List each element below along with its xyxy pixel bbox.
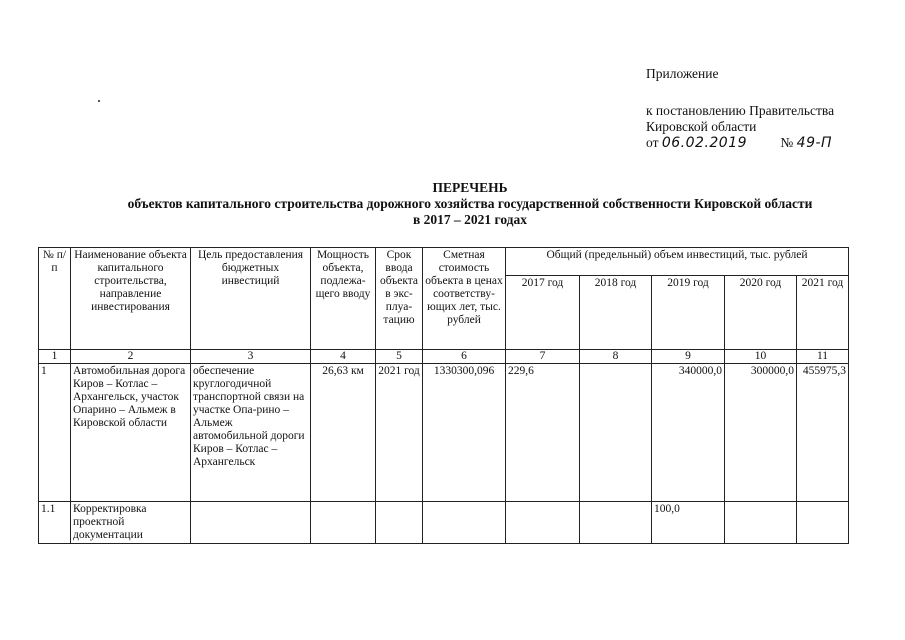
- row-2019: 100,0: [652, 502, 725, 544]
- column-number: 3: [191, 350, 311, 364]
- row-2021: [797, 502, 849, 544]
- appendix-date-line: [646, 135, 834, 151]
- row-num: 1.1: [39, 502, 71, 544]
- row-capacity: [311, 502, 376, 544]
- column-number: 10: [725, 350, 797, 364]
- row-cost: [423, 502, 506, 544]
- row-name: Автомобильная дорога Киров – Котлас – Архангельск, участок Опарино – Альмеж в Кировской области: [71, 364, 191, 502]
- appendix-block: [646, 66, 834, 151]
- column-number: 5: [376, 350, 423, 364]
- header-capacity: Мощность объекта, подлежа-щего вводу: [311, 248, 376, 350]
- header-total-investment: Общий (предельный) объем инвестиций, тыс. рублей: [506, 248, 849, 276]
- appendix-label: Приложение: [646, 66, 719, 81]
- header-term: Срок ввода объекта в экс-плуа-тацию: [376, 248, 423, 350]
- row-2020: [725, 502, 797, 544]
- appendix-region-line: Кировской области: [646, 119, 757, 134]
- header-year-2021: 2021 год: [797, 276, 849, 350]
- title-subject: объектов капитального строительства дорожного хозяйства государственной собственности Кировской области: [127, 196, 813, 211]
- decree-number: 49-П: [796, 135, 833, 151]
- column-number: 6: [423, 350, 506, 364]
- header-year-2018: 2018 год: [580, 276, 652, 350]
- row-cost: 1330300,096: [423, 364, 506, 502]
- table-row: [39, 502, 849, 544]
- header-year-2019: 2019 год: [652, 276, 725, 350]
- decree-date: 06.02.2019: [661, 135, 748, 151]
- row-capacity: 26,63 км: [311, 364, 376, 502]
- column-number: 7: [506, 350, 580, 364]
- row-term: 2021 год: [376, 364, 423, 502]
- row-2017: [506, 502, 580, 544]
- appendix-decree-line: к постановлению Правительства: [646, 103, 835, 118]
- title-period: в 2017 – 2021 годах: [412, 212, 528, 227]
- row-2020: 300000,0: [725, 364, 797, 502]
- column-number: 4: [311, 350, 376, 364]
- column-number: 11: [797, 350, 849, 364]
- scan-speck: [98, 100, 100, 102]
- from-label: от: [646, 135, 659, 150]
- header-name: Наименование объекта капитального строительства, направление инвестирования: [71, 248, 191, 350]
- objects-table: [38, 247, 849, 544]
- row-purpose: обеспечение круглогодичной транспортной связи на участке Опа-рино – Альмеж автомобильной дороги Киров – Котлас – Архангельск: [191, 364, 311, 502]
- header-year-2020: 2020 год: [725, 276, 797, 350]
- header-num: № п/п: [39, 248, 71, 350]
- number-label: №: [780, 135, 794, 150]
- row-num: 1: [39, 364, 71, 502]
- row-name: Корректировка проектной документации: [71, 502, 191, 544]
- header-purpose: Цель предоставления бюджетных инвестиций: [191, 248, 311, 350]
- header-cost: Сметная стоимость объекта в ценах соответству-ющих лет, тыс. рублей: [423, 248, 506, 350]
- table-row: [39, 364, 849, 502]
- row-2017: 229,6: [506, 364, 580, 502]
- column-number: 8: [580, 350, 652, 364]
- title-main: ПЕРЕЧЕНЬ: [432, 180, 508, 195]
- column-numbers-row: [39, 350, 849, 364]
- column-number: 9: [652, 350, 725, 364]
- row-term: [376, 502, 423, 544]
- row-purpose: [191, 502, 311, 544]
- row-2019: 340000,0: [652, 364, 725, 502]
- header-year-2017: 2017 год: [506, 276, 580, 350]
- row-2021: 455975,3: [797, 364, 849, 502]
- column-number: 1: [39, 350, 71, 364]
- row-2018: [580, 502, 652, 544]
- document-title: [60, 180, 880, 228]
- row-2018: [580, 364, 652, 502]
- column-number: 2: [71, 350, 191, 364]
